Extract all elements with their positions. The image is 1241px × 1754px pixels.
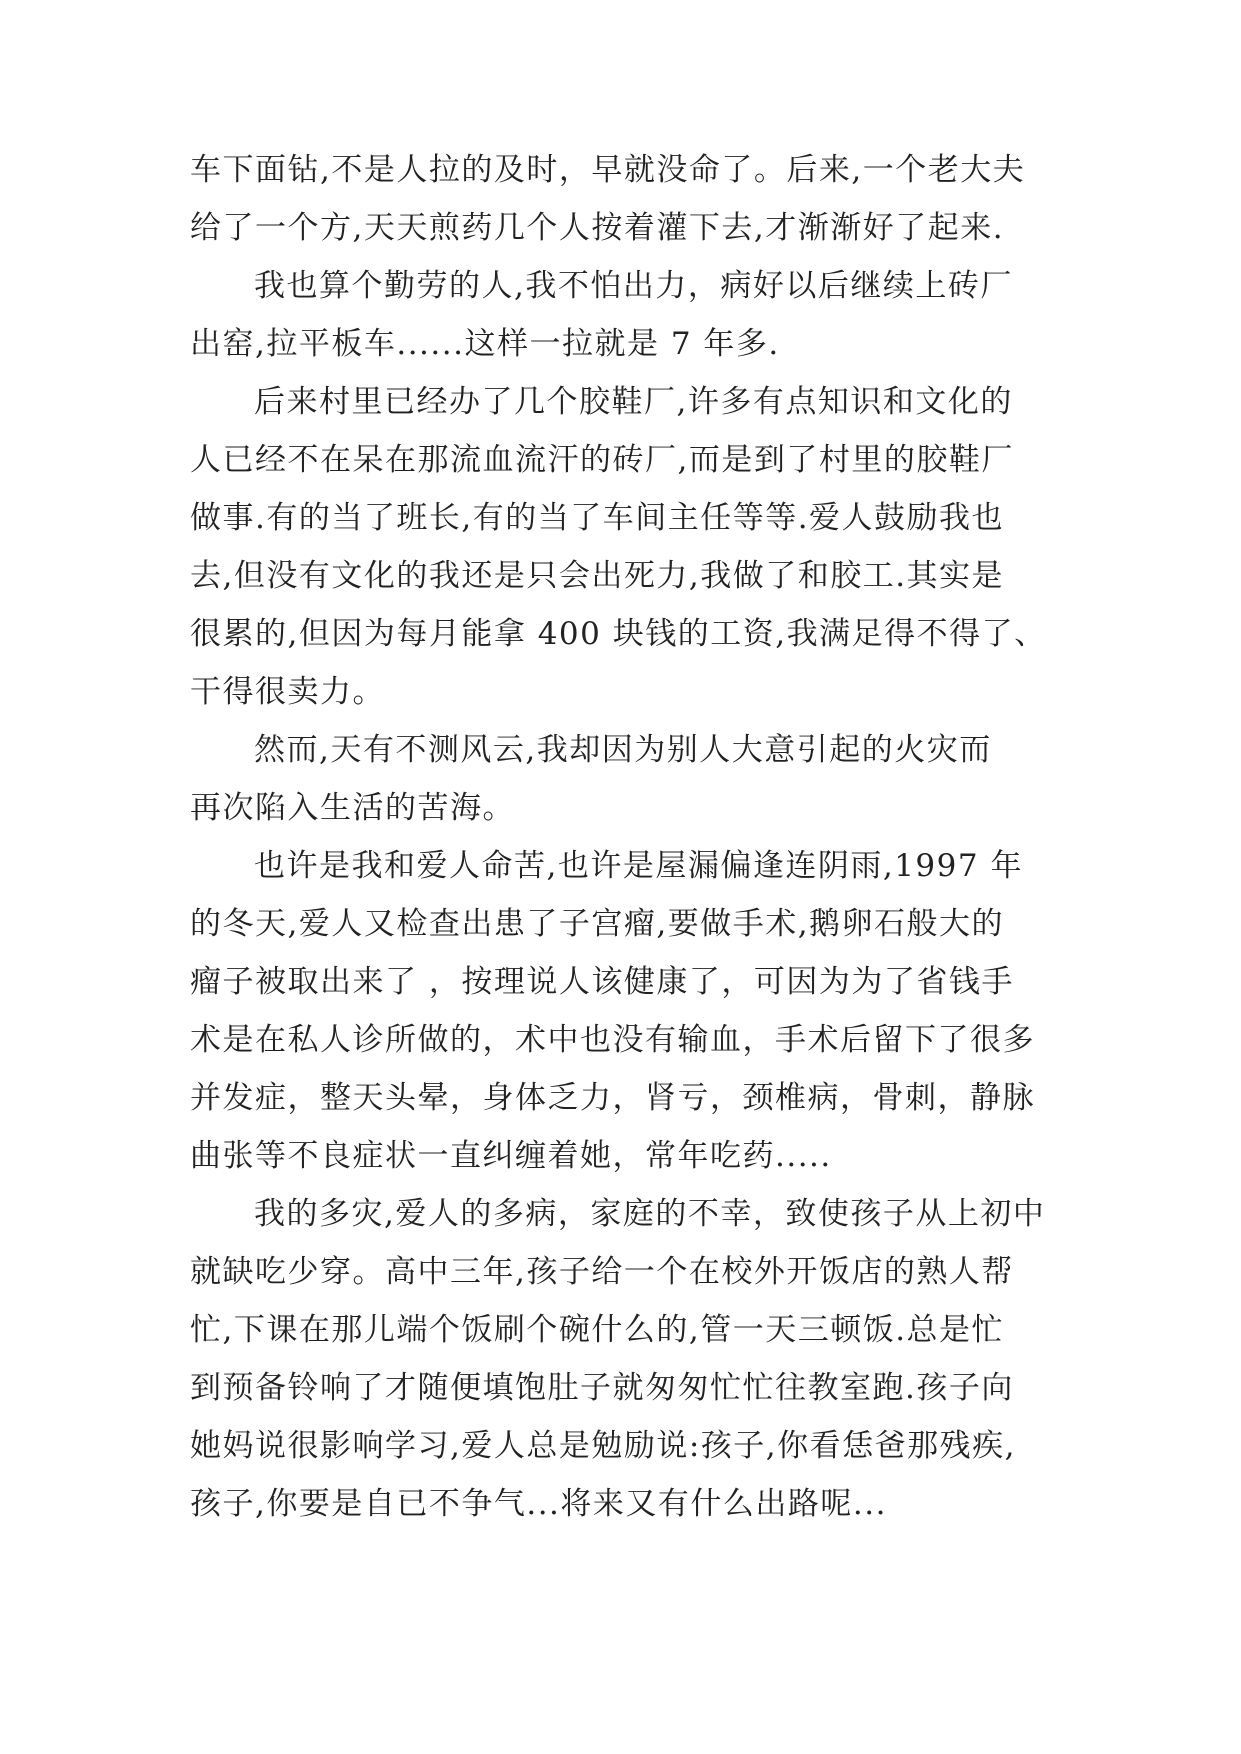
text-line: 出窑,拉平板车......这样一拉就是 7 年多. — [190, 326, 780, 362]
text-line: 很累的,但因为每月能拿 400 块钱的工资,我满足得不得了、 — [190, 616, 1047, 652]
text-line: 曲张等不良症状一直纠缠着她，常年吃药..... — [190, 1138, 832, 1174]
text-line: 瘤子被取出来了 ，按理说人该健康了，可因为为了省钱手 — [190, 964, 1014, 1000]
paragraph-first-line: 我的多灾,爱人的多病，家庭的不幸，致使孩子从上初中 — [254, 1196, 1046, 1232]
text-line: 再次陷入生活的苦海。 — [190, 790, 515, 826]
text-line: 她妈说很影响学习,爱人总是勉励说:孩子,你看恁爸那残疾, — [190, 1428, 1017, 1464]
text-line: 就缺吃少穿。高中三年,孩子给一个在校外开饭店的熟人帮 — [190, 1254, 1014, 1290]
paragraph-first-line: 后来村里已经办了几个胶鞋厂,许多有点知识和文化的 — [254, 384, 1013, 420]
text-line: 孩子,你要是自已不争气...将来又有什么出路呢... — [190, 1486, 887, 1522]
text-line: 车下面钻,不是人拉的及时，早就没命了。后来,一个老大夫 — [190, 152, 1026, 188]
text-line: 做事.有的当了班长,有的当了车间主任等等.爱人鼓励我也 — [190, 500, 1005, 536]
text-line: 的冬天,爱人又检查出患了子宫瘤,要做手术,鹅卵石般大的 — [190, 906, 1005, 942]
paragraph-first-line: 我也算个勤劳的人,我不怕出力，病好以后继续上砖厂 — [254, 268, 1013, 304]
text-line: 并发症，整天头晕，身体乏力，肾亏，颈椎病，骨刺，静脉 — [190, 1080, 1035, 1116]
text-line: 人已经不在呆在那流血流汗的砖厂,而是到了村里的胶鞋厂 — [190, 442, 1014, 478]
text-line: 干得很卖力。 — [190, 674, 385, 710]
text-line: 忙,下课在那儿端个饭刷个碗什么的,管一天三顿饭.总是忙 — [190, 1312, 1005, 1348]
text-line: 术是在私人诊所做的，术中也没有输血，手术后留下了很多 — [190, 1022, 1035, 1058]
text-line: 给了一个方,天天煎药几个人按着灌下去,才渐渐好了起来. — [190, 210, 1005, 246]
text-line: 去,但没有文化的我还是只会出死力,我做了和胶工.其实是 — [190, 558, 1005, 594]
text-line: 到预备铃响了才随便填饱肚子就匆匆忙忙往教室跑.孩子向 — [190, 1370, 1014, 1406]
paragraph-first-line: 然而,天有不测风云,我却因为别人大意引起的火灾而 — [254, 732, 992, 768]
paragraph-first-line: 也许是我和爱人命苦,也许是屋漏偏逢连阴雨,1997 年 — [254, 848, 1023, 884]
